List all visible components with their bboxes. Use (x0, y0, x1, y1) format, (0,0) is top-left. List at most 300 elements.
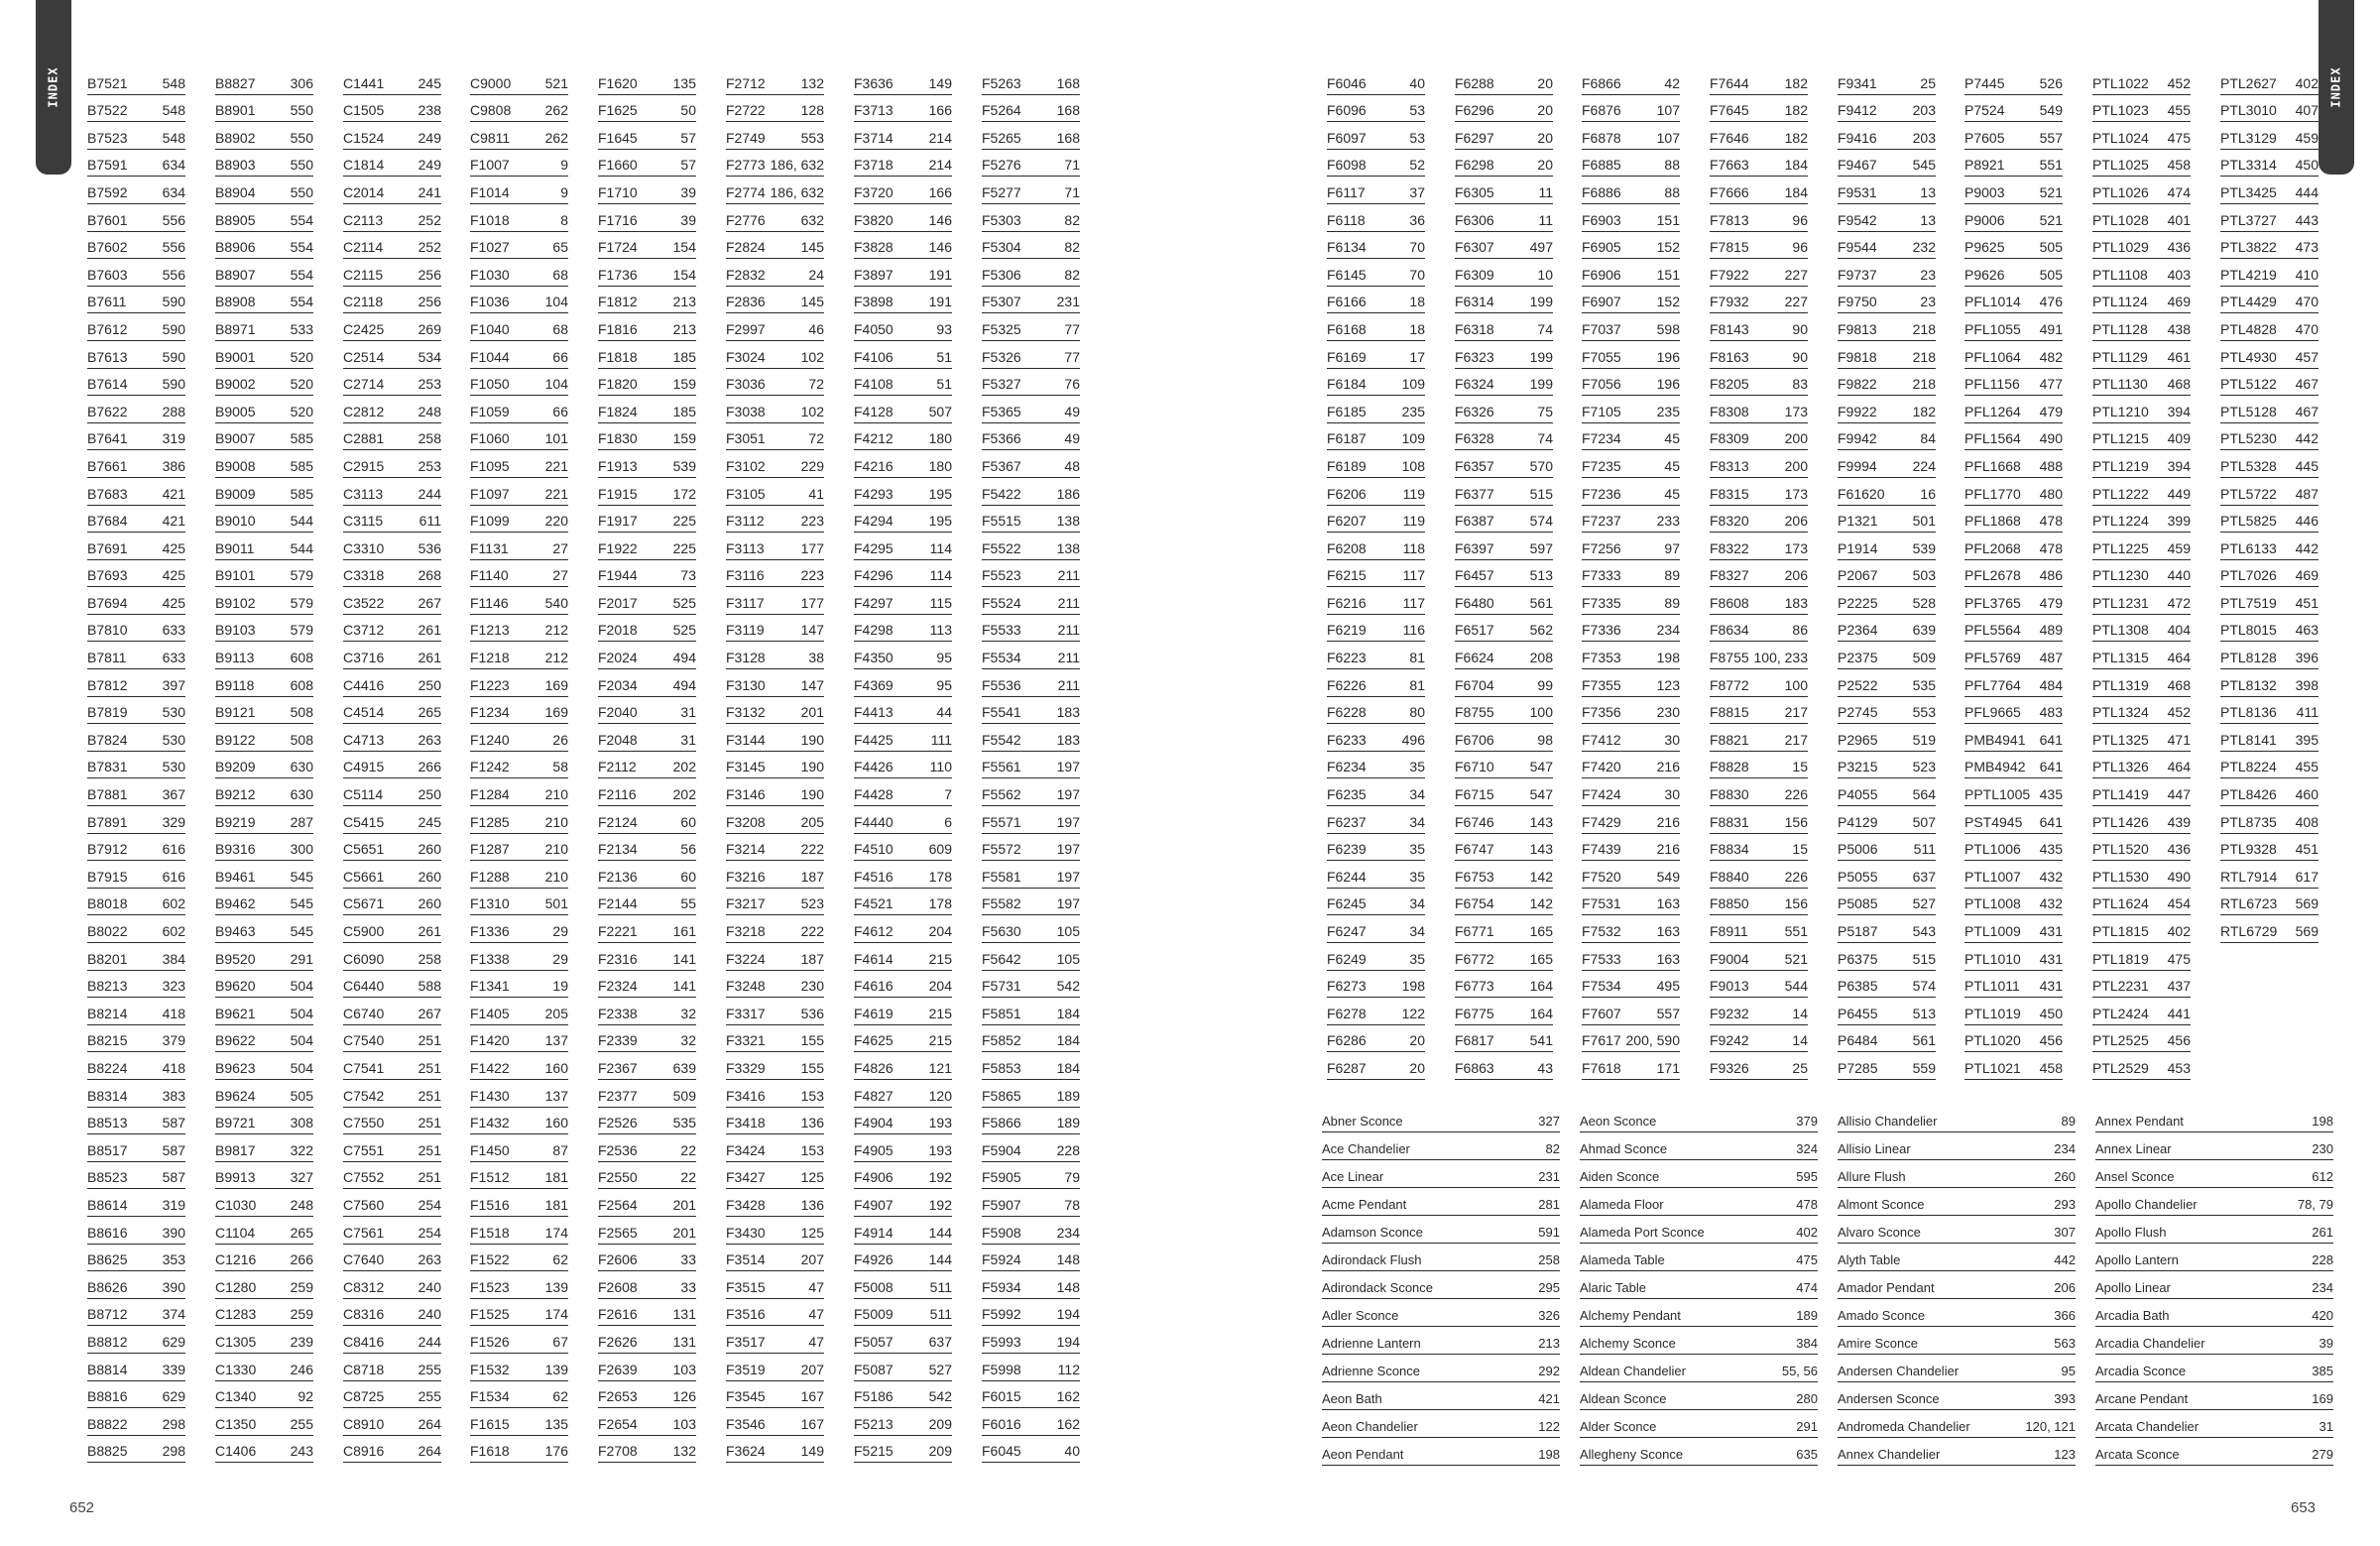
index-column (854, 67, 952, 1463)
page-reference: 123 (2054, 1447, 2076, 1462)
index-entry (1710, 1025, 1808, 1053)
index-entry (2092, 177, 2191, 204)
product-code: F2112 (598, 759, 637, 775)
product-code: B9209 (215, 759, 256, 775)
product-code: F5522 (982, 539, 1021, 556)
index-entry (2092, 533, 2191, 560)
product-code: P2965 (1838, 731, 1878, 748)
name-index-column (1580, 1105, 1818, 1466)
name-index-entry (1838, 1244, 2076, 1271)
page-reference: 435 (2039, 841, 2063, 858)
product-code: F7439 (1582, 841, 1621, 858)
product-code: F2040 (598, 704, 638, 721)
page-reference: 436 (2167, 841, 2191, 858)
product-code: F1044 (470, 348, 510, 365)
product-code: C2115 (343, 266, 384, 283)
product-name: Arcata Sconce (2095, 1447, 2180, 1462)
page-reference: 164 (1529, 978, 1553, 995)
index-entry (343, 806, 441, 834)
product-code: F3897 (854, 266, 893, 283)
product-name: Apollo Lantern (2095, 1252, 2179, 1267)
product-code: C3115 (343, 513, 384, 530)
page-reference: 209 (928, 1443, 952, 1460)
index-entry (87, 806, 185, 834)
page-reference: 633 (162, 622, 185, 639)
index-entry (598, 1408, 696, 1436)
product-code: F6134 (1327, 239, 1367, 256)
page-reference: 383 (162, 1087, 185, 1104)
product-code: PTL3010 (2220, 102, 2277, 119)
page-reference: 182 (1784, 102, 1808, 119)
index-entry (1455, 232, 1553, 260)
index-entry (1582, 67, 1680, 95)
page-reference: 29 (552, 923, 568, 939)
product-code: F6237 (1327, 813, 1367, 830)
index-entry (343, 1245, 441, 1272)
index-entry (2220, 915, 2319, 943)
product-code: F2018 (598, 622, 638, 639)
product-code: C2881 (343, 430, 385, 447)
page-reference: 73 (680, 567, 696, 584)
page-reference: 394 (2167, 403, 2191, 419)
index-entry (854, 204, 952, 232)
product-code: C8725 (343, 1388, 385, 1405)
page-reference: 173 (1784, 539, 1808, 556)
product-code: F1097 (470, 485, 510, 502)
index-entry (598, 450, 696, 478)
page-reference: 248 (417, 403, 441, 419)
product-code: F1213 (470, 622, 510, 639)
page-reference: 366 (2054, 1308, 2076, 1323)
product-code: F5853 (982, 1059, 1021, 1076)
product-code: F6309 (1455, 266, 1494, 283)
product-code: F8143 (1710, 320, 1749, 337)
page-reference: 125 (800, 1224, 824, 1241)
page-number-right: 653 (2291, 1499, 2317, 1516)
page-reference: 480 (2039, 485, 2063, 502)
index-entry (2220, 232, 2319, 260)
index-entry (1838, 177, 1936, 204)
product-code: F3113 (726, 539, 765, 556)
index-entry (1455, 752, 1553, 779)
index-entry (726, 642, 824, 669)
index-entry (1582, 915, 1680, 943)
index-entry (470, 1217, 568, 1245)
page-reference: 521 (2039, 211, 2063, 228)
page-reference: 204 (928, 978, 952, 995)
index-entry (982, 778, 1080, 806)
product-code: F4907 (854, 1196, 893, 1213)
index-entry (598, 971, 696, 999)
name-index-entry (1838, 1299, 2076, 1327)
page-reference: 548 (162, 102, 185, 119)
page-reference: 432 (2039, 895, 2063, 912)
name-index-entry (1838, 1355, 2076, 1382)
page-reference: 253 (417, 376, 441, 393)
index-entry (215, 587, 313, 615)
page-reference: 474 (1796, 1280, 1818, 1295)
page-reference: 478 (2039, 539, 2063, 556)
page-reference: 89 (1664, 594, 1680, 611)
product-name: Annex Chandelier (1838, 1447, 1941, 1462)
index-entry (470, 971, 568, 999)
page-reference: 233 (1656, 513, 1680, 530)
index-entry (215, 450, 313, 478)
index-entry (982, 313, 1080, 341)
index-entry (470, 396, 568, 423)
page-reference: 559 (1912, 1059, 1936, 1076)
product-code: F2654 (598, 1415, 638, 1432)
index-entry (2092, 122, 2191, 150)
page-reference: 243 (290, 1443, 313, 1460)
index-entry (982, 259, 1080, 287)
product-code: F1050 (470, 376, 510, 393)
index-entry (2220, 642, 2319, 669)
index-entry (2220, 177, 2319, 204)
index-entry (598, 1052, 696, 1080)
page-reference: 279 (2312, 1447, 2333, 1462)
index-entry (598, 1217, 696, 1245)
product-code: C2915 (343, 457, 385, 474)
index-entry (343, 697, 441, 725)
product-code: F6907 (1582, 294, 1621, 310)
index-entry (726, 1134, 824, 1162)
index-entry (343, 1271, 441, 1299)
index-entry (1455, 778, 1553, 806)
product-code: F1018 (470, 211, 510, 228)
product-code: B7691 (87, 539, 128, 556)
product-code: F3430 (726, 1224, 766, 1241)
index-entry (1455, 506, 1553, 534)
product-code: P9006 (1964, 211, 2005, 228)
page-reference: 71 (1064, 157, 1080, 174)
product-code: F6457 (1455, 567, 1494, 584)
index-entry (2092, 232, 2191, 260)
page-reference: 160 (544, 1059, 568, 1076)
page-reference: 182 (1912, 403, 1936, 419)
product-code: F6773 (1455, 978, 1494, 995)
page-reference: 450 (2039, 1005, 2063, 1021)
index-entry (1964, 943, 2063, 971)
page-reference: 545 (290, 895, 313, 912)
page-reference: 262 (544, 129, 568, 146)
product-code: C8316 (343, 1306, 385, 1323)
index-entry (854, 1162, 952, 1190)
product-code: B8523 (87, 1169, 128, 1186)
page-reference: 569 (2295, 923, 2319, 939)
index-entry (1964, 697, 2063, 725)
page-reference: 7 (944, 786, 952, 803)
index-entry (1964, 806, 2063, 834)
product-code: PFL7764 (1964, 676, 2021, 693)
product-code: F2024 (598, 650, 638, 666)
index-entry (854, 642, 952, 669)
index-column (1455, 67, 1553, 1080)
product-code: PTL8141 (2220, 731, 2277, 748)
product-name: Alchemy Pendant (1580, 1308, 1681, 1323)
index-entry (726, 615, 824, 643)
page-reference: 553 (800, 129, 824, 146)
page-reference: 38 (808, 650, 824, 666)
index-entry (598, 889, 696, 916)
product-code: P4129 (1838, 813, 1878, 830)
index-entry (215, 1245, 313, 1272)
page-reference: 208 (1529, 650, 1553, 666)
page-reference: 198 (1538, 1447, 1560, 1462)
page-reference: 135 (672, 74, 696, 91)
index-entry (1327, 971, 1425, 999)
index-entry (1455, 560, 1553, 588)
page-reference: 153 (800, 1087, 824, 1104)
page-reference: 144 (928, 1224, 952, 1241)
page-reference: 545 (290, 923, 313, 939)
product-code: PTL1021 (1964, 1059, 2021, 1076)
index-entry (1964, 642, 2063, 669)
page-reference: 251 (417, 1087, 441, 1104)
product-code: F5304 (982, 239, 1021, 256)
index-entry (1327, 122, 1425, 150)
page-reference: 192 (928, 1169, 952, 1186)
page-reference: 45 (1664, 457, 1680, 474)
product-name: Abner Sconce (1322, 1114, 1403, 1129)
page-reference: 536 (800, 1005, 824, 1021)
index-entry (87, 560, 185, 588)
index-entry (1838, 697, 1936, 725)
page-reference: 230 (800, 978, 824, 995)
product-code: C1030 (215, 1196, 257, 1213)
page-reference: 509 (672, 1087, 696, 1104)
product-code: F4612 (854, 923, 893, 939)
index-entry (598, 204, 696, 232)
index-entry (598, 396, 696, 423)
page-reference: 206 (1784, 513, 1808, 530)
product-code: B7601 (87, 211, 128, 228)
index-entry (854, 1381, 952, 1409)
product-code: P4055 (1838, 786, 1878, 803)
index-entry (1455, 533, 1553, 560)
product-code: B8827 (215, 74, 256, 91)
page-reference: 193 (928, 1115, 952, 1131)
index-entry (215, 915, 313, 943)
index-entry (982, 1134, 1080, 1162)
product-code: PTL5122 (2220, 376, 2277, 393)
page-reference: 250 (417, 786, 441, 803)
index-entry (1710, 861, 1808, 889)
product-code: F8608 (1710, 594, 1749, 611)
page-reference: 505 (2039, 266, 2063, 283)
page-reference: 244 (417, 1333, 441, 1350)
index-entry (343, 341, 441, 369)
product-code: PTL1624 (2092, 895, 2149, 912)
product-name: Alchemy Sconce (1580, 1336, 1676, 1351)
page-reference: 520 (290, 376, 313, 393)
index-entry (982, 204, 1080, 232)
product-code: F8634 (1710, 622, 1749, 639)
product-code: C7541 (343, 1059, 385, 1076)
page-reference: 263 (417, 731, 441, 748)
index-entry (87, 1271, 185, 1299)
index-entry (854, 1299, 952, 1327)
page-reference: 32 (680, 1032, 696, 1049)
index-entry (726, 423, 824, 451)
product-code: F3214 (726, 841, 766, 858)
product-code: PTL2525 (2092, 1032, 2149, 1049)
product-code: F2338 (598, 1005, 638, 1021)
page-reference: 259 (290, 1306, 313, 1323)
name-index-column (1322, 1105, 1560, 1466)
page-reference: 186, 632 (770, 157, 824, 174)
index-entry (1455, 587, 1553, 615)
index-entry (470, 1381, 568, 1409)
index-entry (1327, 95, 1425, 123)
product-code: F6906 (1582, 266, 1621, 283)
page-reference: 602 (162, 923, 185, 939)
page-reference: 561 (1529, 594, 1553, 611)
index-entry (215, 232, 313, 260)
index-entry (1964, 1052, 2063, 1080)
page-reference: 551 (1784, 923, 1808, 939)
index-entry (854, 506, 952, 534)
product-name: Adler Sconce (1322, 1308, 1399, 1323)
index-entry (470, 150, 568, 178)
product-code: F7236 (1582, 485, 1621, 502)
page-reference: 470 (2295, 294, 2319, 310)
index-entry (726, 533, 824, 560)
index-entry (1838, 560, 1936, 588)
index-entry (726, 971, 824, 999)
page-reference: 504 (290, 978, 313, 995)
index-entry (982, 1326, 1080, 1354)
page-reference: 487 (2295, 485, 2319, 502)
product-code: C8416 (343, 1333, 385, 1350)
page-reference: 197 (1056, 759, 1080, 775)
product-code: B7613 (87, 348, 128, 365)
index-entry (982, 1381, 1080, 1409)
product-code: F5562 (982, 786, 1021, 803)
product-code: F5642 (982, 950, 1021, 967)
page-reference: 121 (928, 1059, 952, 1076)
page-reference: 554 (290, 266, 313, 283)
product-code: F2774 (726, 183, 766, 200)
page-reference: 210 (544, 868, 568, 885)
page-reference: 11 (1538, 211, 1553, 228)
page-reference: 451 (2295, 841, 2319, 858)
product-code: F5907 (982, 1196, 1021, 1213)
index-entry (726, 287, 824, 314)
product-code: F4108 (854, 376, 893, 393)
index-entry (87, 506, 185, 534)
product-code: F5582 (982, 895, 1021, 912)
name-index-entry (2095, 1216, 2333, 1244)
product-code: C6090 (343, 950, 385, 967)
product-code: F4516 (854, 868, 893, 885)
index-entry (215, 67, 313, 95)
page-reference: 508 (290, 731, 313, 748)
page-reference: 630 (290, 786, 313, 803)
page-reference: 540 (544, 594, 568, 611)
product-code: F5365 (982, 403, 1021, 419)
page-reference: 255 (417, 1388, 441, 1405)
product-code: B7819 (87, 704, 128, 721)
page-reference: 22 (680, 1169, 696, 1186)
name-index-entry (2095, 1244, 2333, 1271)
page-reference: 280 (1796, 1391, 1818, 1406)
index-entry (1582, 506, 1680, 534)
page-reference: 395 (2295, 731, 2319, 748)
page-reference: 149 (800, 1443, 824, 1460)
index-entry (215, 834, 313, 862)
page-reference: 264 (417, 1443, 441, 1460)
index-entry (470, 1108, 568, 1135)
page-reference: 105 (1056, 950, 1080, 967)
product-code: F2832 (726, 266, 766, 283)
product-code: C7640 (343, 1251, 385, 1268)
page-reference: 172 (672, 485, 696, 502)
index-entry (1582, 587, 1680, 615)
index-entry (982, 533, 1080, 560)
page-reference: 34 (1409, 813, 1425, 830)
index-entry (982, 752, 1080, 779)
page-reference: 535 (1912, 676, 1936, 693)
product-code: PTL8132 (2220, 676, 2277, 693)
index-entry (598, 369, 696, 397)
page-reference: 209 (928, 1415, 952, 1432)
product-code: F4625 (854, 1032, 893, 1049)
page-reference: 421 (162, 513, 185, 530)
page-reference: 407 (2295, 102, 2319, 119)
index-entry (982, 1217, 1080, 1245)
product-code: F1625 (598, 102, 638, 119)
index-entry (1582, 971, 1680, 999)
index-entry (343, 369, 441, 397)
index-entry (854, 1080, 952, 1108)
product-code: F7056 (1582, 376, 1621, 393)
index-entry (1710, 998, 1808, 1025)
product-code: F1288 (470, 868, 510, 885)
index-entry (470, 806, 568, 834)
index-entry (1455, 861, 1553, 889)
product-code: F7037 (1582, 320, 1621, 337)
product-code: F1341 (470, 978, 510, 995)
product-code: PTL8128 (2220, 650, 2277, 666)
product-code: F1532 (470, 1361, 510, 1377)
product-code: F1007 (470, 157, 510, 174)
page-reference: 58 (552, 759, 568, 775)
product-code: PTL1019 (1964, 1005, 2021, 1021)
index-entry (982, 861, 1080, 889)
name-index-entry (1580, 1410, 1818, 1438)
page-reference: 126 (672, 1388, 696, 1405)
index-entry (726, 998, 824, 1025)
page-reference: 35 (1409, 950, 1425, 967)
page-reference: 597 (1529, 539, 1553, 556)
product-code: F5306 (982, 266, 1021, 283)
index-entry (343, 1217, 441, 1245)
index-entry (598, 122, 696, 150)
page-reference: 249 (417, 157, 441, 174)
page-reference: 504 (290, 1059, 313, 1076)
product-code: F3024 (726, 348, 766, 365)
page-reference: 258 (417, 430, 441, 447)
product-code: B7684 (87, 513, 128, 530)
product-name: Arcadia Sconce (2095, 1364, 2187, 1378)
product-code: F3515 (726, 1278, 766, 1295)
index-entry (470, 697, 568, 725)
product-code: F8205 (1710, 376, 1749, 393)
page-reference: 78, 79 (2297, 1197, 2333, 1212)
product-code: F3329 (726, 1059, 766, 1076)
product-code: F3427 (726, 1169, 766, 1186)
